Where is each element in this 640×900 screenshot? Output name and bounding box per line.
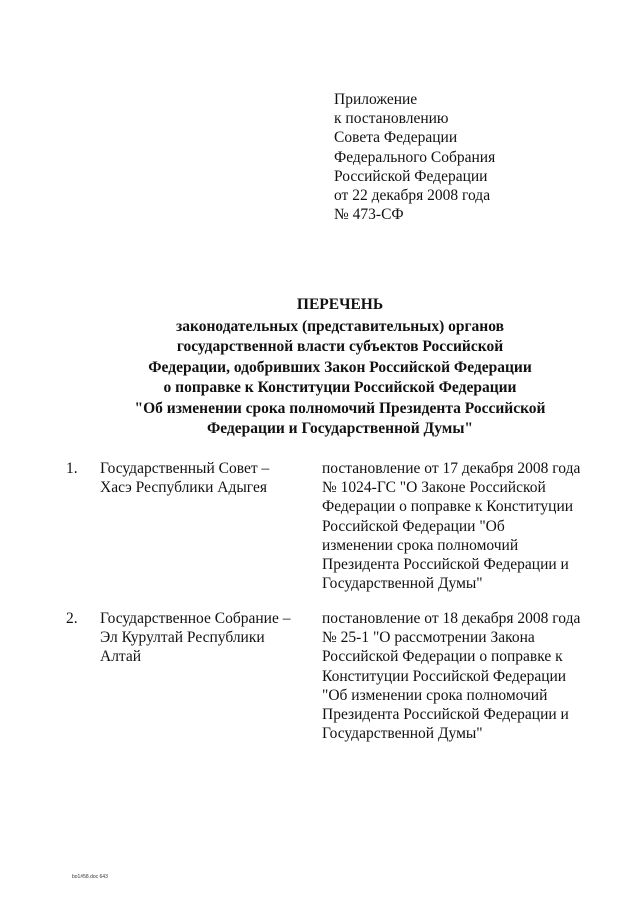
decision-line: Российской Федерации "Об <box>322 517 505 535</box>
decision-line: Федерации о поправке к Конституции <box>322 498 574 516</box>
title-line: государственной власти субъектов Российской <box>176 338 504 355</box>
body-name-line: Эл Курултай Республики <box>100 629 265 647</box>
decision-line: изменении срока полномочий <box>322 536 519 554</box>
decision-line: Президента Российской Федерации и <box>322 556 569 574</box>
title-line: Федерации и Государственной Думы" <box>206 420 474 437</box>
decision-line: Российской Федерации о поправке к <box>322 648 563 666</box>
appendix-line: Федерального Собрания <box>334 148 496 166</box>
body-name-line: Алтай <box>100 648 142 666</box>
title-line: Федерации, одобривших Закон Российской Федерации <box>148 358 532 376</box>
decision-line: постановление от 18 декабря 2008 года <box>322 610 581 627</box>
title-line: "Об изменении срока полномочий Президента Российской <box>134 399 546 417</box>
title-heading: ПЕРЕЧЕНЬ <box>296 296 384 313</box>
document-title <box>80 295 600 440</box>
decision-line: № 1024-ГС "О Законе Российской <box>322 479 546 497</box>
legislative-body-name <box>100 609 300 667</box>
appendix-line: к постановлению <box>334 110 449 128</box>
appendix-line: Приложение <box>334 91 418 108</box>
title-line: о поправке к Конституции Российской Федерации <box>163 379 517 396</box>
appendix-block <box>334 90 495 224</box>
legislative-body-name <box>100 459 300 497</box>
decision-line: Президента Российской Федерации и <box>322 706 569 724</box>
decision-line: Государственной Думы" <box>322 725 483 743</box>
file-code-footer: bo1#58.doc 643 <box>72 874 108 880</box>
title-line: законодательных (представительных) органов <box>176 317 504 335</box>
decision-line: постановление от 17 декабря 2008 года <box>322 460 581 477</box>
body-name-line: Хасэ Республики Адыгея <box>100 479 267 497</box>
appendix-line: от 22 декабря 2008 года <box>334 187 491 205</box>
decision-line: Конституции Российской Федерации <box>322 667 567 685</box>
item-number: 2. <box>66 610 78 627</box>
decision-text <box>322 459 592 593</box>
appendix-line: № 473-СФ <box>334 206 404 224</box>
body-name-line: Государственное Собрание – <box>100 610 291 627</box>
appendix-line: Совета Федерации <box>334 129 458 147</box>
decision-line: Государственной Думы" <box>322 575 483 593</box>
decision-line: "Об изменении срока полномочий <box>322 686 548 704</box>
item-number: 1. <box>66 460 78 477</box>
decision-text <box>322 609 592 743</box>
body-name-line: Государственный Совет – <box>100 460 270 477</box>
appendix-line: Российской Федерации <box>334 167 488 185</box>
decision-line: № 25-1 "О рассмотрении Закона <box>322 629 535 647</box>
